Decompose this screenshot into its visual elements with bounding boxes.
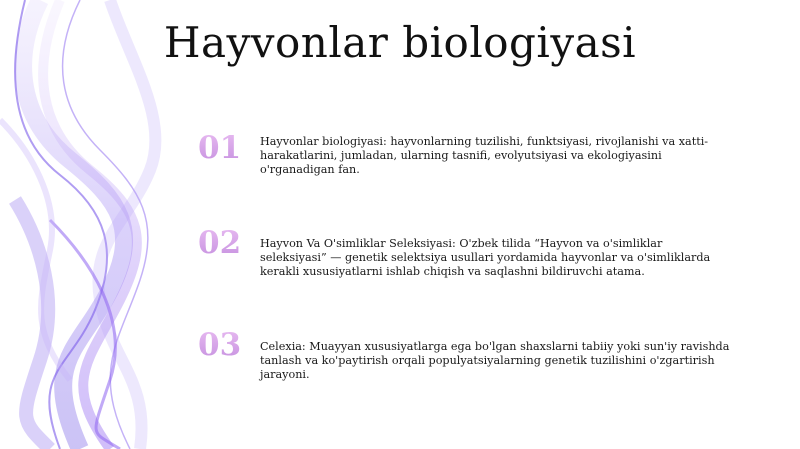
item-text: Hayvon Va O'simliklar Seleksiyasi: O'zbek tilida “Hayvon va o'simliklar seleksiyasi” — genetik selektsiya usullari yordamida hayvonlar va o'simliklarda kerakli xususiyatlarni ishlab chiqish va saqlashni bildiruvchi atama. — [260, 237, 711, 278]
item-text: Celexia: Muayyan xususiyatlarga ega bo'lgan shaxslarni tabiiy yoki sun'iy ravishda tanlash va ko'paytirish orqali populyatsiyalarning genetik tuzilishini o'zgartirish jarayoni. — [260, 340, 730, 381]
item-number: 03 — [198, 330, 246, 361]
decorative-ribbon — [0, 0, 200, 449]
item-text: Hayvonlar biologiyasi: hayvonlarning tuzilishi, funktsiyasi, rivojlanishi va xatti-harakatlarini, jumladan, ularning tasnifi, evolyutsiyasi va ekologiyasini o'rganadigan fan. — [260, 135, 709, 176]
page-title: Hayvonlar biologiyasi — [163, 18, 637, 67]
item-number: 01 — [198, 133, 246, 164]
item-number: 02 — [198, 228, 246, 259]
